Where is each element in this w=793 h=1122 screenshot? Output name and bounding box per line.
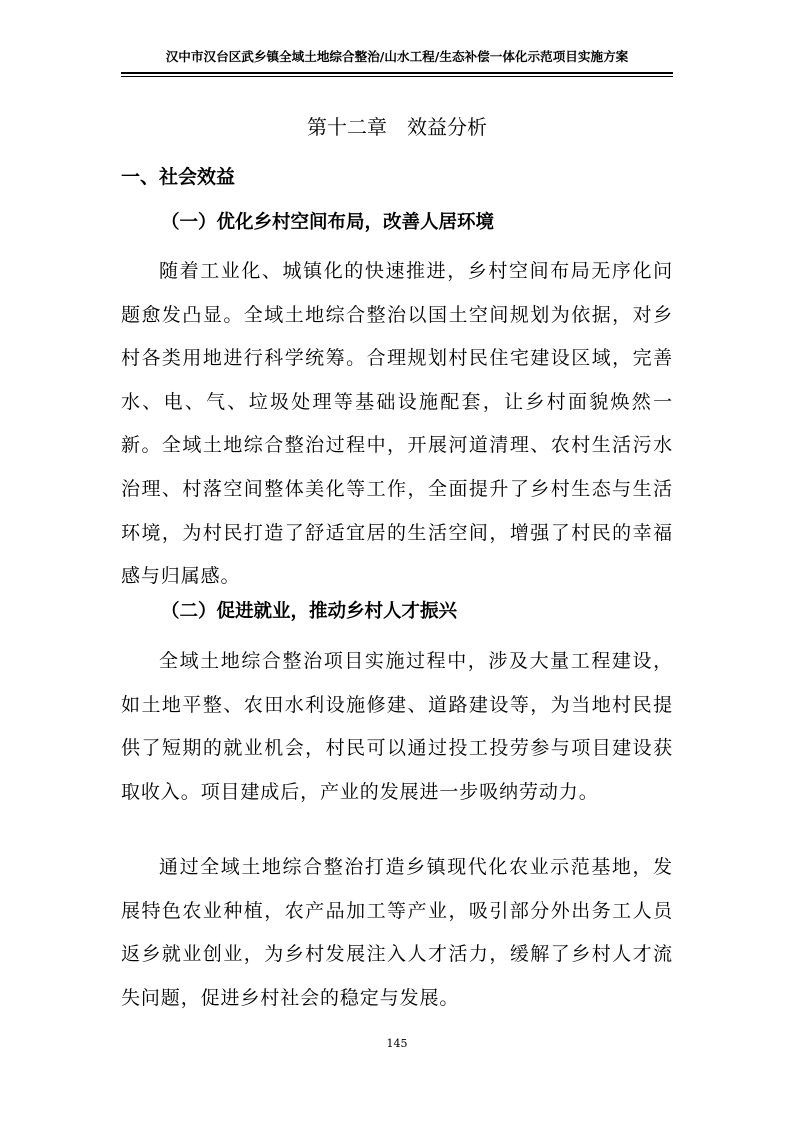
header-rule-thin (121, 76, 673, 77)
section-heading-social-benefits: 一、社会效益 (121, 166, 236, 188)
paragraph-3: 通过全域土地综合整治打造乡镇现代化农业示范基地，发展特色农业种植，农产品加工等产业，吸引部分外出务工人员返乡就业创业，为乡村发展注入人才活力，缓解了乡村人才流失问题，促进乡村社会的稳定与发展。 (121, 856, 673, 1009)
subsection-heading-1: （一）优化乡村空间布局，改善人居环境 (161, 212, 495, 233)
subsection-heading-2: （二）促进就业，推动乡村人才振兴 (161, 601, 458, 622)
paragraph-2: 全域土地综合整治项目实施过程中，涉及大量工程建设，如土地平整、农田水利设施修建、道路建设等，为当地村民提供了短期的就业机会，村民可以通过投工投劳参与项目建设获取收入。项目建成后，产业的发展进一步吸纳劳动力。 (121, 650, 673, 803)
running-header: 汉中市汉台区武乡镇全域土地综合整治/山水工程/生态补偿一体化示范项目实施方案 (165, 49, 629, 64)
paragraph-1: 随着工业化、城镇化的快速推进，乡村空间布局无序化问题愈发凸显。全域土地综合整治以国土空间规划为依据，对乡村各类用地进行科学统筹。合理规划村民住宅建设区域，完善水、电、气、垃圾处理等基础设施配套，让乡村面貌焕然一新。全域土地综合整治过程中，开展河道清理、农村生活污水治理、村落空间整体美化等工作，全面提升了乡村生态与生活环境，为村民打造了舒适宜居的生活空间，增强了村民的幸福感与归属感。 (121, 260, 673, 588)
header-rule-thick (121, 72, 673, 74)
page-number: 145 (386, 1037, 408, 1050)
chapter-title: 第十二章 效益分析 (307, 115, 487, 139)
